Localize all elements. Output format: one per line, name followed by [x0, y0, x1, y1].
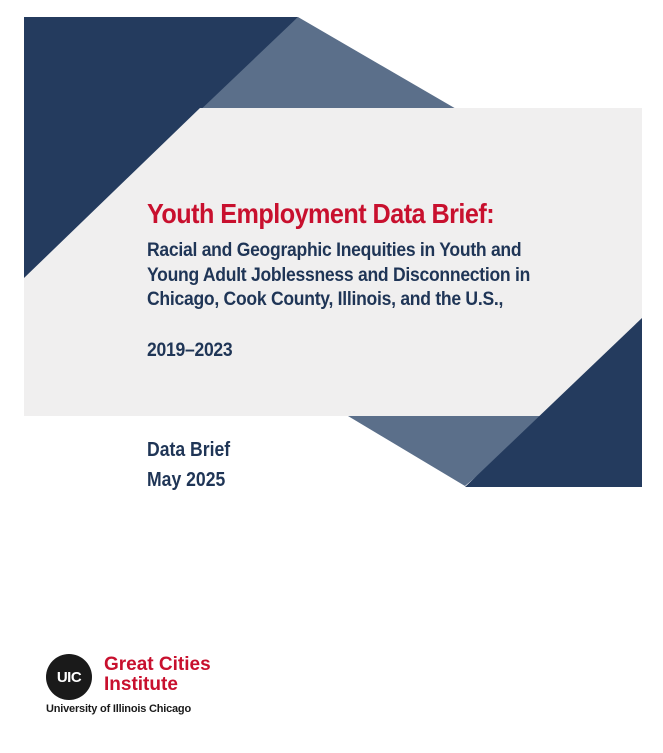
institute-name-line: Great Cities — [104, 654, 211, 675]
uic-logo-icon: UIC — [46, 654, 92, 700]
subtitle-line: Racial and Geographic Inequities in Youth and — [147, 239, 522, 261]
brief-subtitle — [147, 238, 615, 312]
great-cities-logo — [46, 654, 266, 716]
year-range: 2019–2023 — [147, 339, 233, 361]
university-name: University of Illinois Chicago — [46, 703, 191, 715]
brief-meta — [147, 435, 241, 495]
institute-name-line: Institute — [104, 674, 178, 695]
brief-title: Youth Employment Data Brief: — [147, 198, 495, 229]
subtitle-line: Chicago, Cook County, Illinois, and the U.S., — [147, 288, 504, 310]
title-block — [147, 198, 617, 312]
publication-date: May 2025 — [147, 469, 226, 491]
document-type: Data Brief — [147, 439, 231, 461]
subtitle-line: Young Adult Joblessness and Disconnection in — [147, 263, 531, 286]
institute-name — [104, 655, 211, 695]
